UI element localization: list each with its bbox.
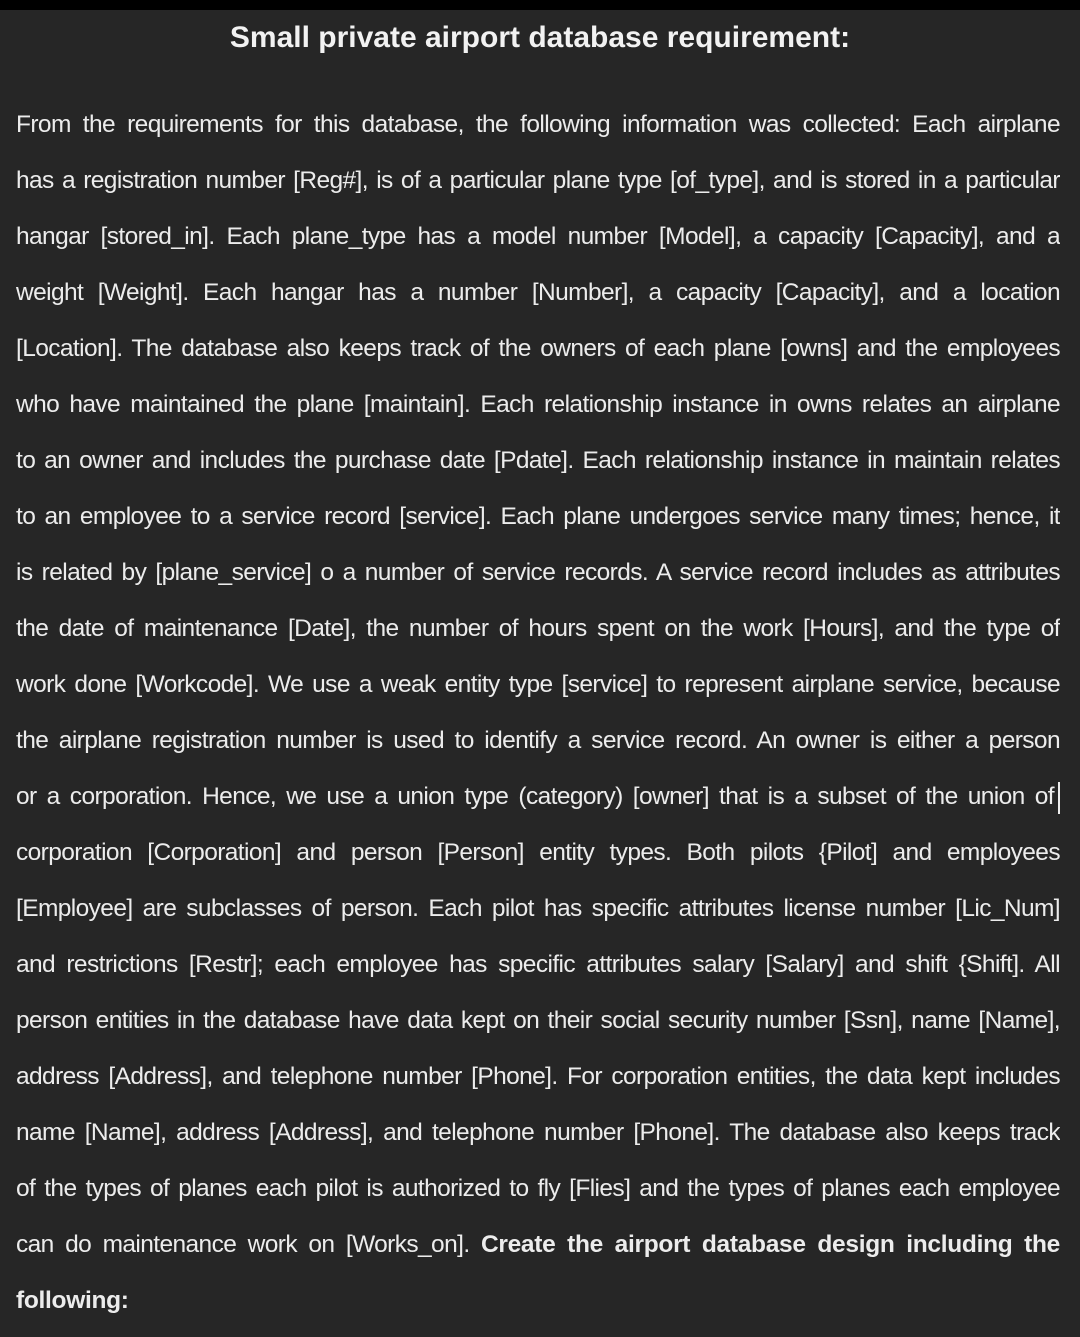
text-line: name [Name], address [Address], and telephone number [Phone]. The database also keeps track <box>16 1119 1060 1146</box>
text-line: From the requirements for this database, the following information was collected: Each airplane <box>16 111 1060 138</box>
text-line: the airplane registration number is used to identify a service record. An owner is either a person <box>16 727 1060 754</box>
text-line: the date of maintenance [Date], the number of hours spent on the work [Hours], and the type of <box>16 615 1060 642</box>
text-line: corporation [Corporation] and person [Person] entity types. Both pilots {Pilot] and employees <box>16 839 1060 866</box>
text-line: and restrictions [Restr]; each employee has specific attributes salary [Salary] and shift {Shift]. All <box>16 951 1060 978</box>
requirement-paragraph <box>16 97 1060 1329</box>
text-line: [Employee] are subclasses of person. Each pilot has specific attributes license number [Lic_Num] <box>16 895 1060 922</box>
task-instruction: Create the airport database design including the <box>480 1231 1060 1258</box>
text-line: of the types of planes each pilot is authorized to fly [Flies] and the types of planes each employee <box>16 1175 1060 1202</box>
task-instruction-end: following: <box>16 1287 129 1314</box>
text-line: or a corporation. Hence, we use a union type (category) [owner] that is a subset of the union of <box>16 783 1054 810</box>
text-line-with-cursor <box>16 769 1060 825</box>
text-line: person entities in the database have data kept on their social security number [Ssn], name [Name], <box>16 1007 1060 1034</box>
text-line: address [Address], and telephone number [Phone]. For corporation entities, the data kept includes <box>16 1063 1060 1090</box>
text-line: work done [Workcode]. We use a weak entity type [service] to represent airplane service, because <box>16 671 1060 698</box>
document-title: Small private airport database requirement: <box>229 21 851 54</box>
text-line-mixed <box>16 1217 1060 1273</box>
text-line: to an owner and includes the purchase date [Pdate]. Each relationship instance in maintain relates <box>16 447 1060 474</box>
text-line: weight [Weight]. Each hangar has a number [Number], a capacity [Capacity], and a location <box>16 279 1060 306</box>
text-line-normal: can do maintenance work on [Works_on]. <box>16 1231 481 1258</box>
text-line: is related by [plane_service] o a number of service records. A service record includes as attributes <box>16 559 1060 586</box>
text-line: hangar [stored_in]. Each plane_type has a model number [Model], a capacity [Capacity], and a <box>16 223 1060 250</box>
text-cursor <box>1058 782 1060 814</box>
text-line: has a registration number [Reg#], is of a particular plane type [of_type], and is stored in a particular <box>16 167 1060 194</box>
text-line: [Location]. The database also keeps track of the owners of each plane [owns] and the employees <box>16 335 1060 362</box>
text-line: who have maintained the plane [maintain]. Each relationship instance in owns relates an airplane <box>16 391 1060 418</box>
text-line: to an employee to a service record [service]. Each plane undergoes service many times; hence, it <box>16 503 1060 530</box>
top-border <box>0 0 1080 10</box>
